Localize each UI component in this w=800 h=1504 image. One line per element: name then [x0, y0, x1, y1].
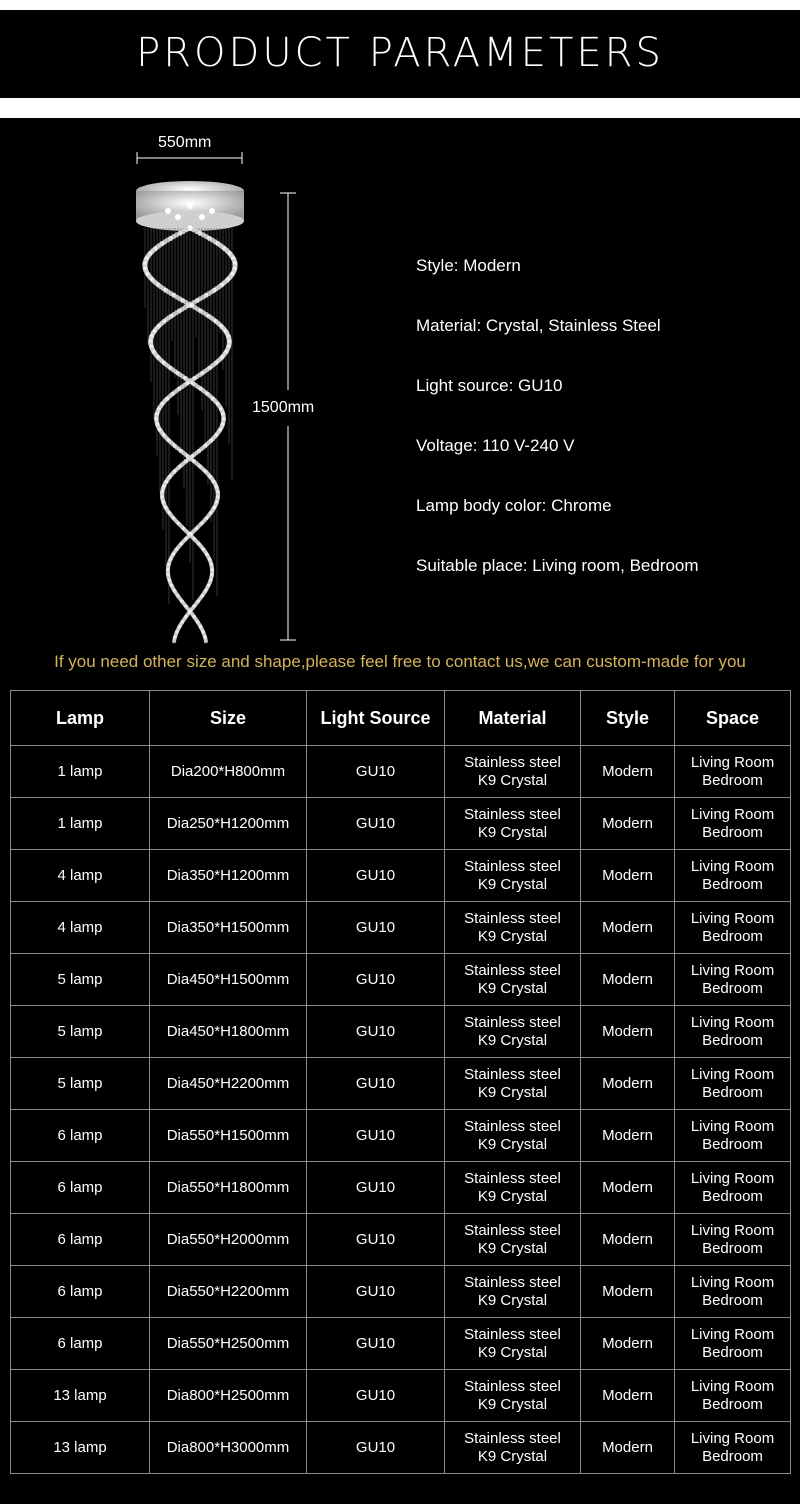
- material-cell: [445, 1422, 581, 1474]
- lamp-cell: 13 lamp: [11, 1370, 150, 1422]
- space-cell: [675, 954, 791, 1006]
- style-cell: Modern: [581, 746, 675, 798]
- space-line-1: Living Room: [690, 1013, 775, 1031]
- spec-light-source: Light source: GU10: [416, 376, 563, 395]
- style-cell: Modern: [581, 1214, 675, 1266]
- material-line-2: K9 Crystal: [477, 771, 548, 789]
- space-cell: [675, 1318, 791, 1370]
- light-source-cell: GU10: [307, 746, 445, 798]
- width-dimension-label: 550mm: [158, 134, 212, 151]
- style-cell: Modern: [581, 1110, 675, 1162]
- light-source-cell: GU10: [307, 1318, 445, 1370]
- style-cell: Modern: [581, 1318, 675, 1370]
- space-line-1: Living Room: [690, 1065, 775, 1083]
- space-line-2: Bedroom: [702, 1031, 763, 1049]
- lamp-cell: 5 lamp: [11, 1006, 150, 1058]
- table-row: [11, 1266, 791, 1318]
- space-line-1: Living Room: [690, 857, 775, 875]
- material-line-2: K9 Crystal: [477, 1187, 548, 1205]
- space-cell: [675, 1162, 791, 1214]
- column-header-space: Space: [675, 691, 791, 746]
- table-row: [11, 1370, 791, 1422]
- material-cell: [445, 1058, 581, 1110]
- space-line-1: Living Room: [690, 1325, 775, 1343]
- spec-body-color: Lamp body color: Chrome: [416, 496, 612, 515]
- material-line-1: Stainless steel: [464, 1013, 561, 1031]
- material-cell: [445, 902, 581, 954]
- material-line-2: K9 Crystal: [477, 875, 548, 893]
- material-cell: [445, 1370, 581, 1422]
- light-source-cell: GU10: [307, 1370, 445, 1422]
- material-cell: [445, 1162, 581, 1214]
- light-source-cell: GU10: [307, 798, 445, 850]
- material-line-1: Stainless steel: [464, 1221, 561, 1239]
- table-row: [11, 1162, 791, 1214]
- spec-list: [416, 254, 699, 614]
- table-row: [11, 850, 791, 902]
- space-cell: [675, 1422, 791, 1474]
- space-line-2: Bedroom: [702, 823, 763, 841]
- size-cell: Dia550*H2000mm: [150, 1214, 307, 1266]
- light-source-cell: GU10: [307, 850, 445, 902]
- material-line-2: K9 Crystal: [477, 927, 548, 945]
- product-section: [0, 118, 800, 648]
- spec-style: Style: Modern: [416, 256, 521, 275]
- space-line-2: Bedroom: [702, 875, 763, 893]
- size-cell: Dia550*H2500mm: [150, 1318, 307, 1370]
- light-source-cell: GU10: [307, 1162, 445, 1214]
- page-title: PRODUCT PARAMETERS: [136, 30, 664, 76]
- space-line-1: Living Room: [690, 1273, 775, 1291]
- material-line-2: K9 Crystal: [477, 1343, 548, 1361]
- material-line-2: K9 Crystal: [477, 1291, 548, 1309]
- material-line-1: Stainless steel: [464, 857, 561, 875]
- light-source-cell: GU10: [307, 1058, 445, 1110]
- lamp-cell: 13 lamp: [11, 1422, 150, 1474]
- style-cell: Modern: [581, 1058, 675, 1110]
- material-cell: [445, 954, 581, 1006]
- material-line-1: Stainless steel: [464, 961, 561, 979]
- material-line-1: Stainless steel: [464, 1117, 561, 1135]
- table-row: [11, 746, 791, 798]
- light-source-cell: GU10: [307, 902, 445, 954]
- parameters-table: [10, 690, 791, 1474]
- table-body: [11, 746, 791, 1474]
- space-cell: [675, 850, 791, 902]
- space-line-1: Living Room: [690, 961, 775, 979]
- space-cell: [675, 1058, 791, 1110]
- space-line-1: Living Room: [690, 1221, 775, 1239]
- size-cell: Dia550*H1800mm: [150, 1162, 307, 1214]
- column-header-style: Style: [581, 691, 675, 746]
- table-row: [11, 1214, 791, 1266]
- material-line-2: K9 Crystal: [477, 1395, 548, 1413]
- size-cell: Dia250*H1200mm: [150, 798, 307, 850]
- material-cell: [445, 1214, 581, 1266]
- lamp-cell: 5 lamp: [11, 954, 150, 1006]
- space-line-1: Living Room: [690, 1377, 775, 1395]
- space-cell: [675, 1006, 791, 1058]
- material-line-1: Stainless steel: [464, 805, 561, 823]
- column-header-lamp: Lamp: [11, 691, 150, 746]
- size-cell: Dia450*H1500mm: [150, 954, 307, 1006]
- material-cell: [445, 850, 581, 902]
- size-cell: Dia350*H1500mm: [150, 902, 307, 954]
- space-cell: [675, 1370, 791, 1422]
- material-line-1: Stainless steel: [464, 1429, 561, 1447]
- material-line-2: K9 Crystal: [477, 979, 548, 997]
- chandelier-image: [0, 118, 360, 648]
- style-cell: Modern: [581, 1006, 675, 1058]
- size-cell: Dia550*H1500mm: [150, 1110, 307, 1162]
- space-cell: [675, 1214, 791, 1266]
- material-line-1: Stainless steel: [464, 1325, 561, 1343]
- light-source-cell: GU10: [307, 1422, 445, 1474]
- space-line-2: Bedroom: [702, 1447, 763, 1465]
- space-line-1: Living Room: [690, 1169, 775, 1187]
- size-cell: Dia800*H3000mm: [150, 1422, 307, 1474]
- spec-material: Material: Crystal, Stainless Steel: [416, 316, 661, 335]
- material-line-1: Stainless steel: [464, 753, 561, 771]
- space-line-1: Living Room: [690, 1429, 775, 1447]
- lamp-cell: 4 lamp: [11, 902, 150, 954]
- material-cell: [445, 1006, 581, 1058]
- style-cell: Modern: [581, 1422, 675, 1474]
- material-line-1: Stainless steel: [464, 1377, 561, 1395]
- space-line-2: Bedroom: [702, 771, 763, 789]
- space-line-2: Bedroom: [702, 1187, 763, 1205]
- space-line-1: Living Room: [690, 1117, 775, 1135]
- table-row: [11, 902, 791, 954]
- table-row: [11, 798, 791, 850]
- size-cell: Dia450*H1800mm: [150, 1006, 307, 1058]
- style-cell: Modern: [581, 902, 675, 954]
- table-row: [11, 1110, 791, 1162]
- space-line-2: Bedroom: [702, 1135, 763, 1153]
- light-source-cell: GU10: [307, 954, 445, 1006]
- light-source-cell: GU10: [307, 1214, 445, 1266]
- column-header-light-source: Light Source: [307, 691, 445, 746]
- space-line-1: Living Room: [690, 805, 775, 823]
- lamp-cell: 6 lamp: [11, 1318, 150, 1370]
- table-header-row: [11, 691, 791, 746]
- material-cell: [445, 1266, 581, 1318]
- lamp-cell: 1 lamp: [11, 798, 150, 850]
- size-cell: Dia450*H2200mm: [150, 1058, 307, 1110]
- light-source-cell: GU10: [307, 1266, 445, 1318]
- space-cell: [675, 746, 791, 798]
- content-panel: [0, 118, 800, 1504]
- material-cell: [445, 798, 581, 850]
- column-header-material: Material: [445, 691, 581, 746]
- material-line-2: K9 Crystal: [477, 1083, 548, 1101]
- lamp-cell: 5 lamp: [11, 1058, 150, 1110]
- table-row: [11, 1422, 791, 1474]
- style-cell: Modern: [581, 1370, 675, 1422]
- lamp-cell: 6 lamp: [11, 1266, 150, 1318]
- custom-order-notice: If you need other size and shape,please feel free to contact us,we can custom-made for you: [54, 652, 746, 671]
- style-cell: Modern: [581, 850, 675, 902]
- size-cell: Dia200*H800mm: [150, 746, 307, 798]
- space-line-2: Bedroom: [702, 927, 763, 945]
- size-cell: Dia350*H1200mm: [150, 850, 307, 902]
- space-cell: [675, 1266, 791, 1318]
- space-line-1: Living Room: [690, 909, 775, 927]
- material-line-1: Stainless steel: [464, 1273, 561, 1291]
- style-cell: Modern: [581, 798, 675, 850]
- space-line-2: Bedroom: [702, 1291, 763, 1309]
- space-line-2: Bedroom: [702, 1395, 763, 1413]
- table-row: [11, 954, 791, 1006]
- light-source-cell: GU10: [307, 1006, 445, 1058]
- material-line-2: K9 Crystal: [477, 823, 548, 841]
- material-line-2: K9 Crystal: [477, 1447, 548, 1465]
- lamp-cell: 6 lamp: [11, 1110, 150, 1162]
- material-line-2: K9 Crystal: [477, 1031, 548, 1049]
- lamp-cell: 6 lamp: [11, 1162, 150, 1214]
- material-cell: [445, 1318, 581, 1370]
- size-cell: Dia800*H2500mm: [150, 1370, 307, 1422]
- space-line-2: Bedroom: [702, 979, 763, 997]
- space-line-2: Bedroom: [702, 1343, 763, 1361]
- material-line-1: Stainless steel: [464, 909, 561, 927]
- space-cell: [675, 798, 791, 850]
- table-row: [11, 1058, 791, 1110]
- space-cell: [675, 902, 791, 954]
- style-cell: Modern: [581, 1266, 675, 1318]
- spec-voltage: Voltage: 110 V-240 V: [416, 436, 575, 455]
- spec-suitable-place: Suitable place: Living room, Bedroom: [416, 556, 699, 575]
- style-cell: Modern: [581, 954, 675, 1006]
- material-line-2: K9 Crystal: [477, 1135, 548, 1153]
- column-header-size: Size: [150, 691, 307, 746]
- material-cell: [445, 1110, 581, 1162]
- material-line-1: Stainless steel: [464, 1169, 561, 1187]
- size-cell: Dia550*H2200mm: [150, 1266, 307, 1318]
- lamp-cell: 4 lamp: [11, 850, 150, 902]
- space-line-2: Bedroom: [702, 1239, 763, 1257]
- height-dimension-label: 1500mm: [252, 399, 315, 416]
- material-line-2: K9 Crystal: [477, 1239, 548, 1257]
- table-row: [11, 1318, 791, 1370]
- lamp-cell: 6 lamp: [11, 1214, 150, 1266]
- light-source-cell: GU10: [307, 1110, 445, 1162]
- style-cell: Modern: [581, 1162, 675, 1214]
- material-line-1: Stainless steel: [464, 1065, 561, 1083]
- space-cell: [675, 1110, 791, 1162]
- header-banner: [0, 10, 800, 98]
- material-cell: [445, 746, 581, 798]
- space-line-1: Living Room: [690, 753, 775, 771]
- lamp-cell: 1 lamp: [11, 746, 150, 798]
- table-row: [11, 1006, 791, 1058]
- space-line-2: Bedroom: [702, 1083, 763, 1101]
